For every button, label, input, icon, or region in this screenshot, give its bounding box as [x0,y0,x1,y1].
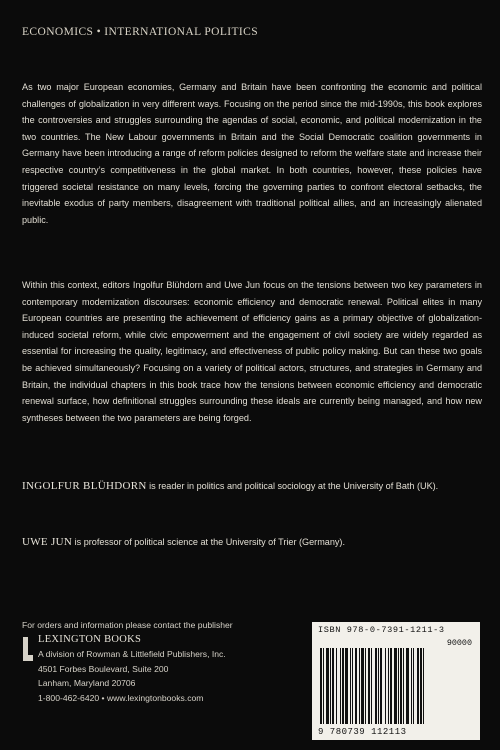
publisher-address-2: Lanham, Maryland 20706 [38,678,136,688]
category-heading: ECONOMICS • INTERNATIONAL POLITICS [22,26,259,38]
barcode-panel [312,622,480,740]
barcode-icon [320,648,472,724]
author-name-2: UWE JUN [22,536,73,548]
ean-number: 9 780739 112113 [318,727,407,737]
author-name-1: INGOLFUR BLÜHDORN [22,480,147,492]
publisher-block [22,618,233,705]
publisher-contact[interactable]: 1-800-462-6420 • www.lexingtonbooks.com [38,692,204,703]
author-bio-2 [22,534,482,551]
publisher-name: LEXINGTON BOOKS [38,633,142,645]
price-code: 90000 [446,638,472,648]
blurb-paragraph-2: Within this context, editors Ingolfur Blühdorn and Uwe Jun focus on the tensions between two key parameters in contemporary modernization discourses: economic efficiency and democratic renewal. Political elites in many European countries are presenting the achievement of efficiency gains as a primary objective of globalization-induced societal reform, while civic empowerment and the engagement of civil society are widely regarded as essential for increasing the quality, legitimacy, and effectiveness of public policy making. But can these two goals be achieved simultaneously? Focusing on a variety of political actors, structures, and strategies in Germany and Britain, the individual chapters in this book trace how the tensions between economic efficiency and democratic renewal surface, how definitional struggles surrounding these ideals are currently being managed, and how new syntheses between the two parameters are being forged. [22,280,482,423]
isbn-label: ISBN 978-0-7391-1211-3 [318,625,445,635]
author-bio-text-1: is reader in politics and political sociology at the University of Bath (UK). [146,481,439,491]
author-bio-text-2: is professor of political science at the University of Trier (Germany). [72,537,345,547]
author-bio-1 [22,478,482,495]
publisher-intro: For orders and information please contact the publisher [22,620,233,630]
publisher-division: A division of Rowman & Littlefield Publishers, Inc. [38,649,226,659]
publisher-address-1: 4501 Forbes Boulevard, Suite 200 [38,663,169,674]
publisher-logo-icon [22,637,34,661]
publisher-details [22,633,233,706]
blurb-paragraph-1: As two major European economies, Germany and Britain have been confronting the economic and political challenges of globalization in very different ways. Focusing on the period since the mid-1990s, this book explores the controversies and struggles surrounding the agendas of social, economic, and political modernization in the two countries. The New Labour governments in Britain and the Social Democratic coalition governments in Germany have been introducing a range of reform policies designed to reform the welfare state and increase their respective country’s competitiveness in the global market. In both countries, however, these policies have triggered societal resistance on many levels, forcing the governing parties to confront electoral setbacks, the inevitable exodus of party members, disagreement with traditional political allies, and an increasingly alienated public. [22,82,482,225]
